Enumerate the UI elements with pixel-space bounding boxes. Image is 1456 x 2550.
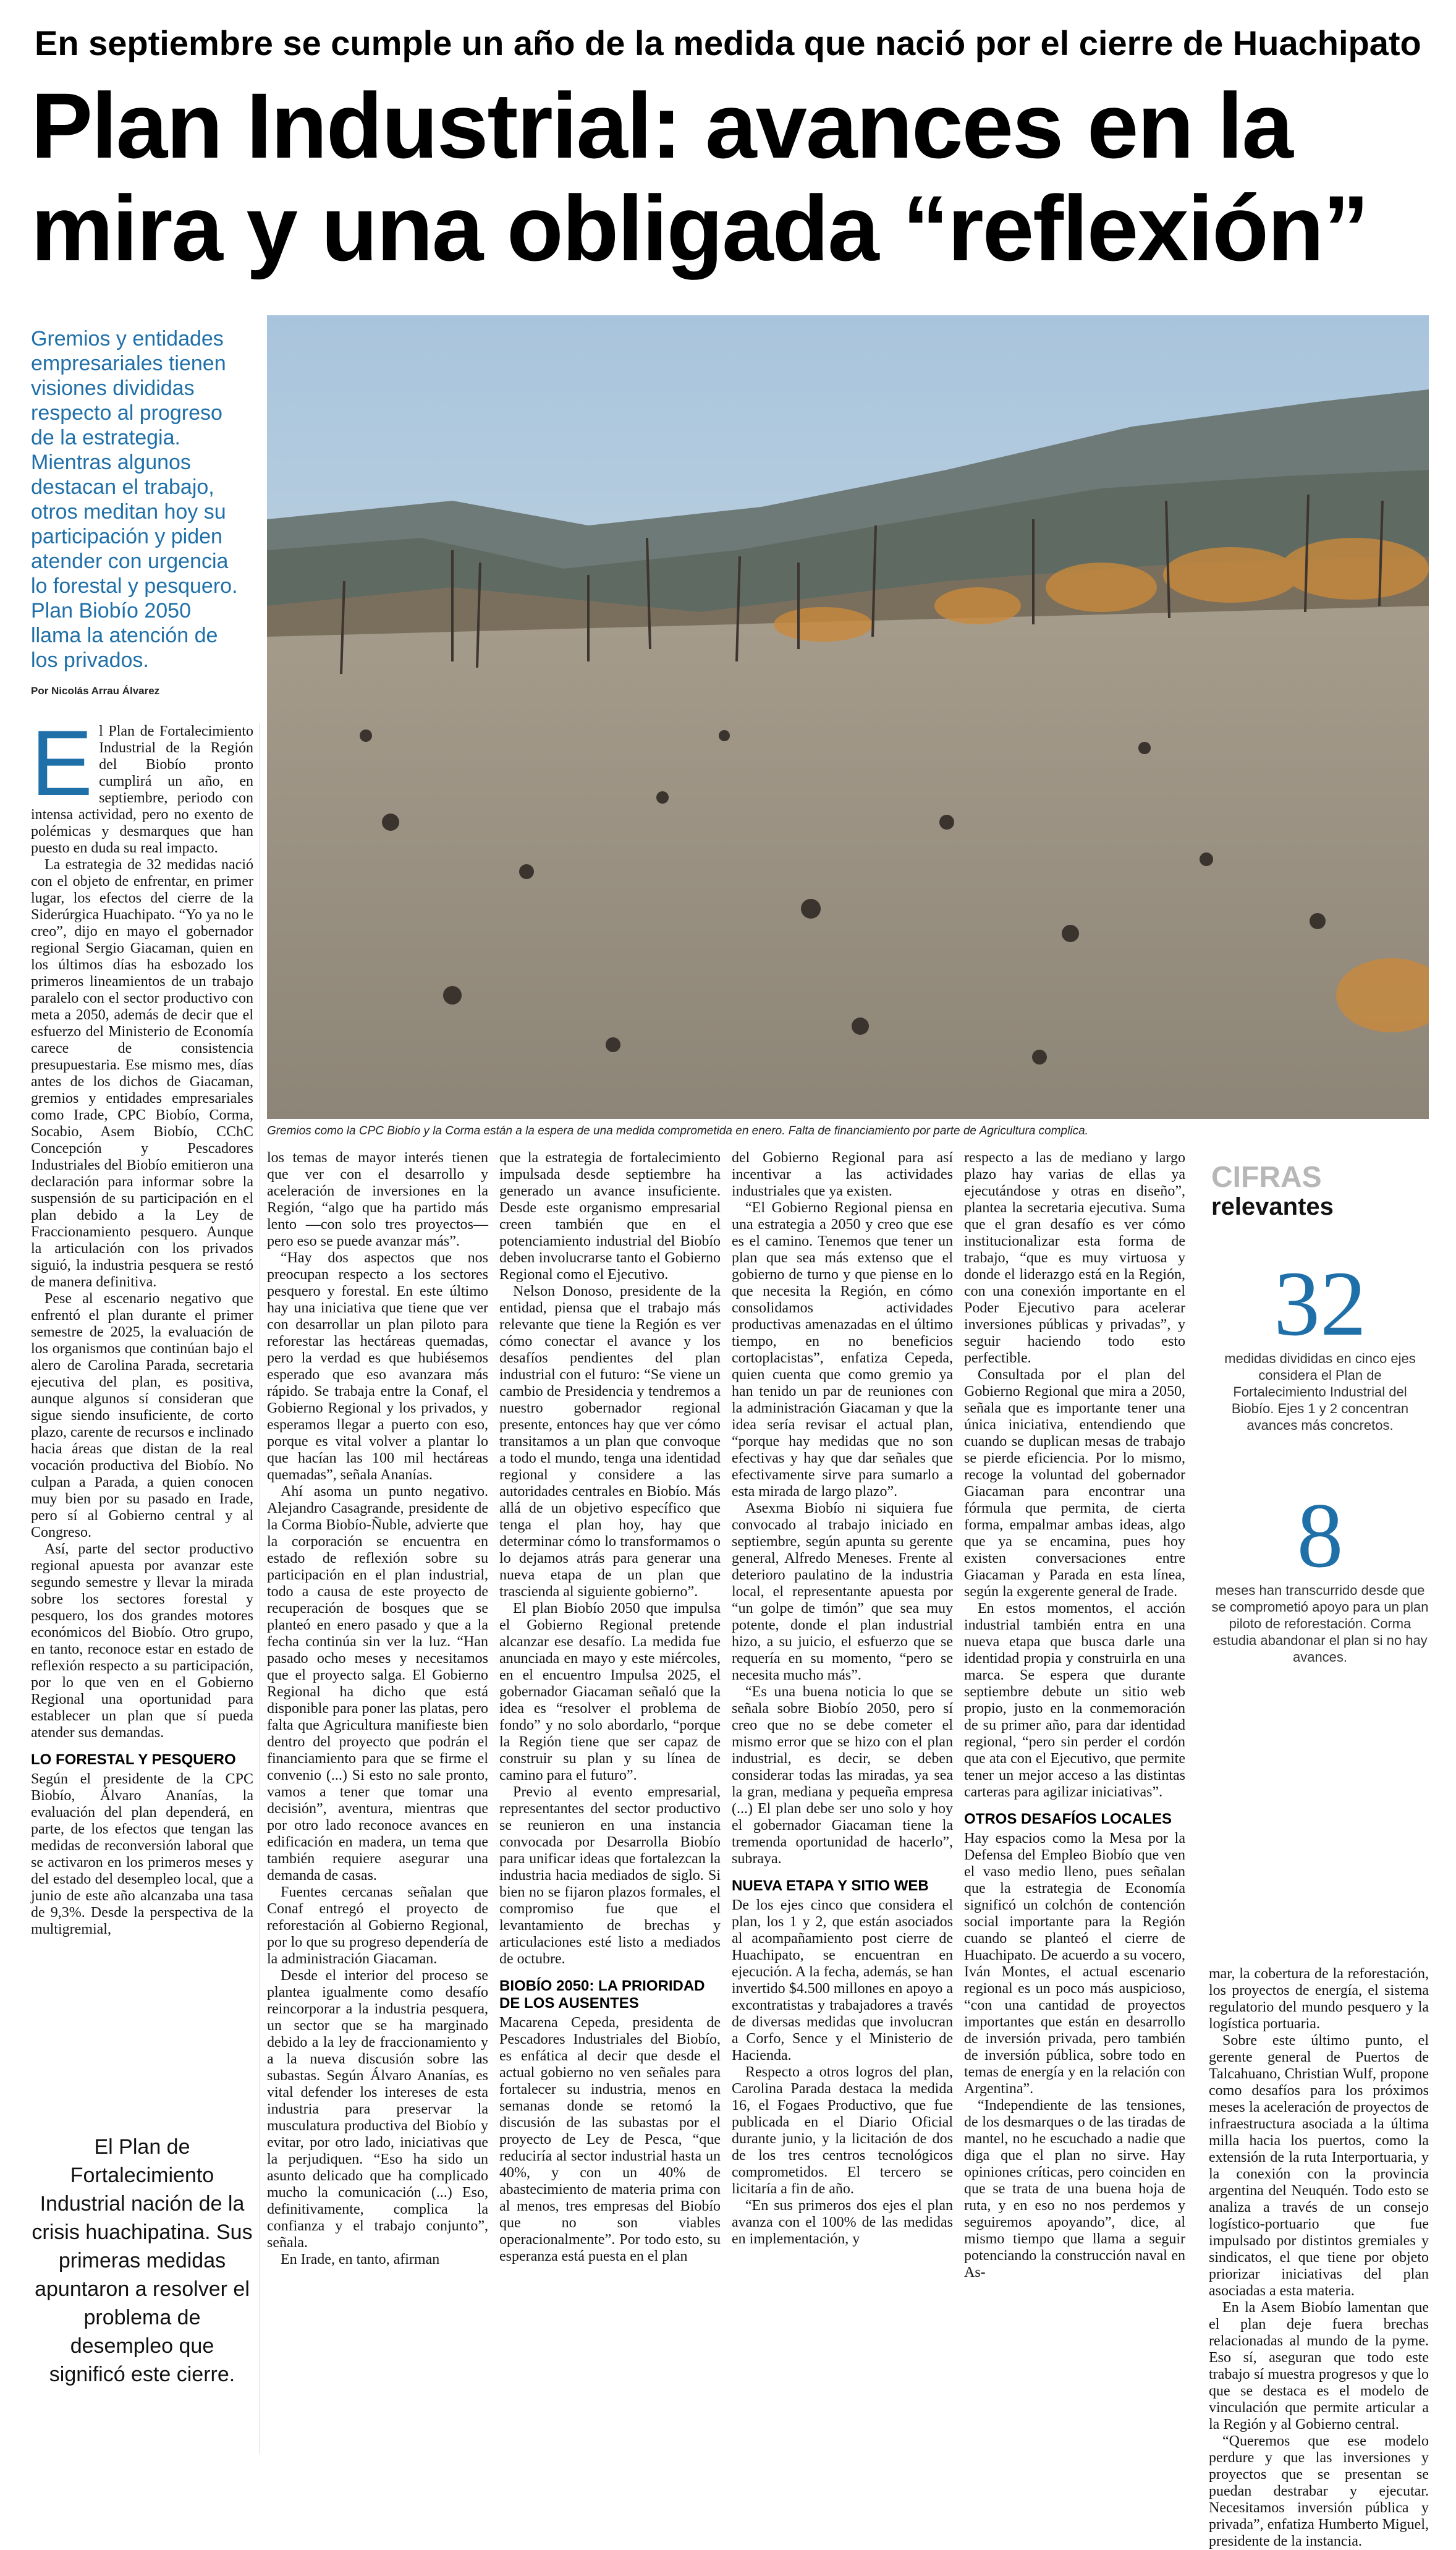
headline-line-1: Plan Industrial: avances en la bbox=[31, 74, 1292, 177]
body-paragraph: De los ejes cinco que considera el plan, los 1 y 2, que están asociados al acompañamiento post cierre de Huachipato, se encuentran en ejecución. A la fecha, además, se han invertido $4.500 millones en apoyo a excontratistas y trabajadores a través de diversas medidas que involucran a Corfo, Sence y el Ministerio de Hacienda. bbox=[732, 1897, 953, 2063]
body-paragraph: En la Asem Biobío lamentan que el plan deje fuera brechas relacionadas al mundo de la pyme. Eso sí, aseguran que todo este trabajo sí muestra progresos y que lo que se destaca es el modelo de vinculación que permite articular a la Región y al Gobierno central. bbox=[1209, 2300, 1429, 2433]
byline: Por Nicolás Arrau Álvarez bbox=[31, 685, 160, 697]
cifras-subtitle: relevantes bbox=[1211, 1193, 1334, 1220]
body-paragraph: El plan Biobío 2050 que impulsa el Gobierno Regional pretende alcanzar ese desafío. La medida fue anunciada en mayo y este miércoles, en el encuentro Impulsa 2025, el gobernador Giacaman señaló que la idea es “resolver el problema de fondo” y no solo abordarlo, “porque la Región tiene que ser capaz de construir su plan y su línea de camino para el futuro”. bbox=[499, 1600, 721, 1783]
body-paragraph: los temas de mayor interés tienen que ver con el desarrollo y aceleración de inversiones en la Región, “algo que ha partido más lento —con solo tres proyectos— pero eso se puede avanzar más”. bbox=[267, 1150, 488, 1249]
body-paragraph: “Hay dos aspectos que nos preocupan respecto a los sectores pesquero y forestal. En este último hay una iniciativa que tiene que ver con desarrollar un plan piloto para reforestar las hectáreas quemadas, pero la verdad es que hubiésemos esperado que eso avanzara más rápido. Se trabaja entre la Conaf, el Gobierno Regional y los privados, y esperamos llegar a puerto con eso, porque es vital volver a plantar lo que hacían las 100 mil hectáreas quemadas”, señala Ananías. bbox=[267, 1250, 488, 1483]
body-paragraph: Sobre este último punto, el gerente general de Puertos de Talcahuano, Christian Wulf, propone como desafíos para los próximos meses la aceleración de proyectos de infraestructura asociada a la última milla hacia los puertos, como la extensión de la ruta Interportuaria, y la conexión con la provincia argentina del Neuquén. Todo esto se analiza a través de un consejo logístico-portuario que fue impulsado por distintos gremiales y sindicatos, el que tiene por objeto priorizar iniciativas del plan asociadas a esta materia. bbox=[1209, 2033, 1429, 2299]
body-paragraph: Nelson Donoso, presidente de la entidad, piensa que el trabajo más relevante que tiene la Región es ver cómo conectar el avance y los desafíos pendientes del plan industrial con el futuro: “Se viene un cambio de Presidencia y tendremos a nuestro gobernador regional presente, entonces hay que ver cómo transitamos a un plan que convoque a todo el mundo, tenga una identidad regional y considere a las autoridades centrales en Biobío. Más allá de un objetivo específico que tenga el plan hoy, hay que determinar cómo lo transformamos o lo dejamos atrás para generar una nueva etapa de un plan que trascienda al siguiente gobierno”. bbox=[499, 1283, 721, 1600]
body-paragraph: “En sus primeros dos ejes el plan avanza con el 100% de las medidas en implementación, y bbox=[732, 2198, 953, 2247]
body-paragraph: Asexma Biobío ni siquiera fue convocado al trabajo iniciado en septiembre, según apunta su gerente general, Alfredo Meneses. Frente al deterioro paulatino de la industria local, el representante apuesta por “un golpe de timón” que sea muy potente, donde el plan industrial hizo, a su juicio, el esfuerzo que se requería en su momento, “pero se necesita mucho más”. bbox=[732, 1500, 953, 1683]
burned-forest-photo bbox=[267, 315, 1429, 1119]
photo-caption: Gremios como la CPC Biobío y la Corma están a la espera de una medida comprometida en enero. Falta de financiamiento por parte de Agricultura complica. bbox=[267, 1124, 1088, 1137]
section-subhead: NUEVA ETAPA Y SITIO WEB bbox=[732, 1877, 929, 1894]
cifra-number: 32 bbox=[1274, 1252, 1366, 1355]
body-paragraph: Consultada por el plan del Gobierno Regional que mira a 2050, señala que es importante tener una única iniciativa, entendiendo que cuando se duplican mesas de trabajo se pierde eficiencia. Por lo mismo, recoge la voluntad del gobernador Giacaman para encontrar una fórmula que permita, de cierta forma, empalmar ambas ideas, algo que ya se encamina, pues hoy existen conversaciones entre Giacaman y Parada en esta línea, según la exgerente general de Irade. bbox=[964, 1367, 1185, 1600]
body-paragraph: Desde el interior del proceso se plantea igualmente como desafío reincorporar a la industria pesquera, un sector que se ha marginado debido a la ley de fraccionamiento y a la nueva discusión sobre las subastas. Según Álvaro Ananías, es vital defender los intereses de esta industria para preservar la musculatura productiva del Biobío y evitar, por otro lado, iniciativas que la perjudiquen. “Eso ha sido un asunto delicado que ha complicado mucho la comunicación (...) Eso, definitivamente, complica la confianza y el trabajo conjunto”, señala. bbox=[267, 1968, 488, 2251]
body-paragraph: que la estrategia de fortalecimiento impulsada desde septiembre ha generado un avance insuficiente. Desde este organismo empresarial creen también que en el potenciamiento industrial del Biobío deben involucrarse tanto el Gobierno Regional como el Ejecutivo. bbox=[499, 1150, 721, 1283]
lead-paragraph: Gremios y entidades empresariales tienen visiones divididas respecto al progreso de la estrategia. Mientras algunos destacan el trabajo, otros meditan hoy su participación y piden atender con urgencia lo forestal y pesquero. Plan Biobío 2050 llama la atención de los privados. bbox=[31, 327, 238, 672]
pull-quote: El Plan de Fortalecimiento Industrial nación de la crisis huachipatina. Sus primeras medidas apuntaron a resolver el problema de desempleo que significó este cierre. bbox=[32, 2135, 253, 2386]
section-subhead: OTROS DESAFÍOS LOCALES bbox=[964, 1811, 1172, 1827]
article-column-2 bbox=[267, 1150, 488, 2268]
body-paragraph: l Plan de Fortalecimiento Industrial de la Región del Biobío pronto cumplirá un año, en septiembre, periodo con intensa actividad, pero no exento de polémicas y desmarques que han puesto en duda su real impacto. bbox=[31, 723, 253, 856]
body-paragraph: Macarena Cepeda, presidenta de Pescadores Industriales del Biobío, es enfática al decir que desde el actual gobierno no ven señales para fortalecer su industria, menos en semanas donde se retomó la discusión de las subastas por el proyecto de Ley de Pesca, “que reduciría al sector industrial hasta un 40%, y con un 40% de abastecimiento de materia prima con al menos, tres empresas del Biobío que no son viables operacionalmente”. Por todo esto, su esperanza está puesta en el plan bbox=[499, 2015, 721, 2264]
drop-cap: E bbox=[31, 711, 93, 815]
article-column-4 bbox=[732, 1150, 953, 2248]
article-column-3 bbox=[499, 1150, 721, 2265]
body-paragraph: Respecto a otros logros del plan, Carolina Parada destaca la medida 16, el Fogaes Productivo, que fue publicada en el Diario Oficial durante junio, y la licitación de dos de los tres centros tecnológicos comprometidos. El tercero se licitaría a fin de año. bbox=[732, 2064, 953, 2197]
article-column-1 bbox=[31, 711, 253, 1938]
body-paragraph: En estos momentos, el acción industrial también entra en una nueva etapa que busca darle una identidad propia y construirla en una marca. Se espera que durante septiembre debute un sitio web propio, justo en la conmemoración de su primer año, para dar identidad regional, “pero sin perder el cordón que ata con el Ejecutivo, que permite tener un mejor acceso a las distintas carteras para agilizar iniciativas”. bbox=[964, 1600, 1185, 1800]
headline bbox=[31, 74, 1428, 279]
body-paragraph: Ahí asoma un punto negativo. Alejandro Casagrande, presidente de la Corma Biobío-Ñuble, advierte que la corporación se encuentra en estado de reflexión sobre su participación en el plan industrial, todo a causa de este proyecto de recuperación de bosques que se planteó en enero pasado y que a la fecha continúa sin ver la luz. “Han pasado ocho meses y necesitamos que el proyecto salga. El Gobierno Regional ha dicho que está disponible para poner las platas, pero falta que Agricultura manifieste bien dentro del proyecto que podrán el financiamiento para que se firme el convenio (...) Si esto no sale pronto, vamos a tener que tomar una decisión”, aventura, mientras que por otro lado reconoce avances en edificación en madera, un tema que también requiere asegurar una demanda de casas. bbox=[267, 1484, 488, 1884]
cifra-text: medidas divididas en cinco ejes considera el Plan de Fortalecimiento Industrial del Biobío. Ejes 1 y 2 concentran avances más concretos. bbox=[1224, 1351, 1416, 1433]
body-paragraph: Hay espacios como la Mesa por la Defensa del Empleo Biobío que ven el vaso medio lleno, pues señalan que la estrategia de Economía significó un colchón de contención social importante para la Región cuando se planteó el cierre de Huachipato. De acuerdo a su vocero, Iván Montes, el actual escenario regional es un poco más auspicioso, “con una cantidad de proyectos importantes que están en desarrollo de inversión privada, pero también de inversión pública, sobre todo en temas de energía y en la relación con Argentina”. bbox=[964, 1830, 1185, 2097]
body-paragraph: La estrategia de 32 medidas nació con el objeto de enfrentar, en primer lugar, los efectos del cierre de la Siderúrgica Huachipato. “Yo ya no le creo”, dijo en mayo el gobernador regional Sergio Giacaman, quien en los últimos días ha esbozado los primeros lineamientos de un trabajo paralelo con el sector productivo con meta a 2050, además de decir que el esfuerzo del Ministerio de Economía carece de consistencia presupuestaria. Ese mismo mes, días antes de los dichos de Giacaman, gremios y entidades empresariales como Irade, CPC Biobío, Corma, Socabio, Asem Biobío, CChC Concepción y Pescadores Industriales del Biobío emitieron una declaración para informar sobre la suspensión de su participación en el plan debido a la Ley de Fraccionamiento pesquero. Aunque la articulación con los privados siguió, la industria pesquera se restó de manera definitiva. bbox=[31, 857, 253, 1290]
body-paragraph: respecto a las de mediano y largo plazo hay varias de ellas ya ejecutándose y otras en diseño”, plantea la secretaria ejecutiva. Suma que el gran desafío es ver cómo institucionalizar esta forma de trabajo, “que es muy virtuosa y donde el liderazgo está en la Región, con una conexión importante en el Poder Ejecutivo para acelerar inversiones públicas y privadas”, y seguir haciendo todo esto perfectible. bbox=[964, 1150, 1185, 1366]
body-paragraph: “Es una buena noticia lo que se señala sobre Biobío 2050, pero sí creo que no se debe cometer el mismo error que se hizo con el plan industrial, es decir, se deben considerar todas las miradas, ya sea la gran, mediana y pequeña empresa (...) El plan debe ser uno solo y hoy el gobernador Giacaman tiene la tremenda oportunidad de hacerlo”, subraya. bbox=[732, 1684, 953, 1867]
body-paragraph: Así, parte del sector productivo regional apuesta por avanzar este segundo semestre y llevar la mirada sobre los sectores forestal y pesquero, los dos grandes motores económicos del Biobío. Otro grupo, en tanto, reconoce estar en estado de reflexión respecto a su participación, por lo que ven en el Gobierno Regional una oportunidad para establecer un plan que sí pueda atender sus demandas. bbox=[31, 1541, 253, 1741]
cifra-text: meses han transcurrido desde que se comprometió apoyo para un plan piloto de reforestación. Corma estudia abandonar el plan si no hay avances. bbox=[1211, 1583, 1429, 1665]
body-paragraph: Según el presidente de la CPC Biobío, Álvaro Ananías, la evaluación del plan dependerá, en parte, de los efectos que tengan las medidas de reconversión laboral que se activaron en los primeros meses y del estado del desempleo local, que a junio de este año alcanzaba una tasa de 9,3%. Desde la perspectiva de la multigremial, bbox=[31, 1771, 253, 1937]
article-column-5 bbox=[964, 1150, 1185, 2281]
cifras-title: CIFRAS bbox=[1211, 1161, 1322, 1194]
body-paragraph: “Queremos que ese modelo perdure y que las inversiones y proyectos que se presentan se puedan destrabar y ejecutar. Necesitamos inversión pública y privada”, enfatiza Humberto Miguel, presidente de la instancia. bbox=[1209, 2433, 1429, 2549]
kicker: En septiembre se cumple un año de la medida que nació por el cierre de Huachipato bbox=[35, 23, 1421, 62]
body-paragraph: Pese al escenario negativo que enfrentó el plan durante el primer semestre de 2025, la evaluación de los organismos que continúan bajo el alero de Carolina Parada, secretaria ejecutiva del plan, es positiva, aunque algunos sí consideran que sigue siendo insuficiente, de corto plazo, carente de recursos e inclinado hacia áreas que distan de la real vocación productiva del Biobío. No culpan a Parada, a quien conocen muy bien por su pasado en Irade, pero sí al Gobierno central y al Congreso. bbox=[31, 1291, 253, 1541]
body-paragraph: En Irade, en tanto, afirman bbox=[281, 2251, 440, 2267]
body-paragraph: Fuentes cercanas señalan que Conaf entregó el proyecto de reforestación al Gobierno Regional, por lo que su progreso dependería de la administración Giacaman. bbox=[267, 1884, 488, 1967]
cifras-sidebar bbox=[1211, 1162, 1429, 1665]
section-subhead: BIOBÍO 2050: LA PRIORIDAD DE LOS AUSENTES bbox=[499, 1978, 705, 2012]
cifra-number: 8 bbox=[1297, 1484, 1344, 1587]
body-paragraph: mar, la cobertura de la reforestación, los proyectos de energía, el sistema regulatorio del mundo pesquero y la logística portuaria. bbox=[1209, 1966, 1429, 2032]
article-column-6 bbox=[1209, 1966, 1429, 2550]
body-paragraph: del Gobierno Regional para así incentivar a las actividades industriales que ya existen. bbox=[732, 1150, 953, 1199]
headline-line-2: mira y una obligada “reflexión” bbox=[31, 176, 1368, 280]
body-paragraph: “El Gobierno Regional piensa en una estrategia a 2050 y creo que ese es el camino. Tenemos que tener un plan que sea más extenso que el gobierno de turno y que piense en lo que necesita la Región, en cómo consolidamos actividades productivas amenazadas en el último tiempo, en no beneficios cortoplacistas”, enfatiza Cepeda, quien cuenta que como gremio ya han tenido un par de reuniones con la administración Giacaman y que la idea sería revisar el actual plan, “porque hay medidas que no son efectivas y hay que dar señales que efectivamente sirve para sumarlo a esta mirada de largo plazo”. bbox=[732, 1200, 953, 1500]
body-paragraph: “Independiente de las tensiones, de los desmarques o de las tiradas de mantel, no he escuchado a nadie que diga que el plan no sirve. Hay opiniones críticas, pero coinciden en que se trata de una buena hoja de ruta, y en eso no nos perdemos y seguiremos apoyando”, dice, al mismo tiempo que llama a seguir potenciando la construcción naval en As- bbox=[964, 2097, 1185, 2280]
body-paragraph: Previo al evento empresarial, representantes del sector productivo se reunieron en una instancia convocada por Desarrolla Biobío para unificar ideas que fortalezcan la industria hacia mediados de siglo. Si bien no se fijaron plazos formales, el compromiso fue que el levantamiento de brechas y articulaciones esté listo a mediados de octubre. bbox=[499, 1784, 721, 1967]
section-subhead: LO FORESTAL Y PESQUERO bbox=[31, 1751, 236, 1768]
